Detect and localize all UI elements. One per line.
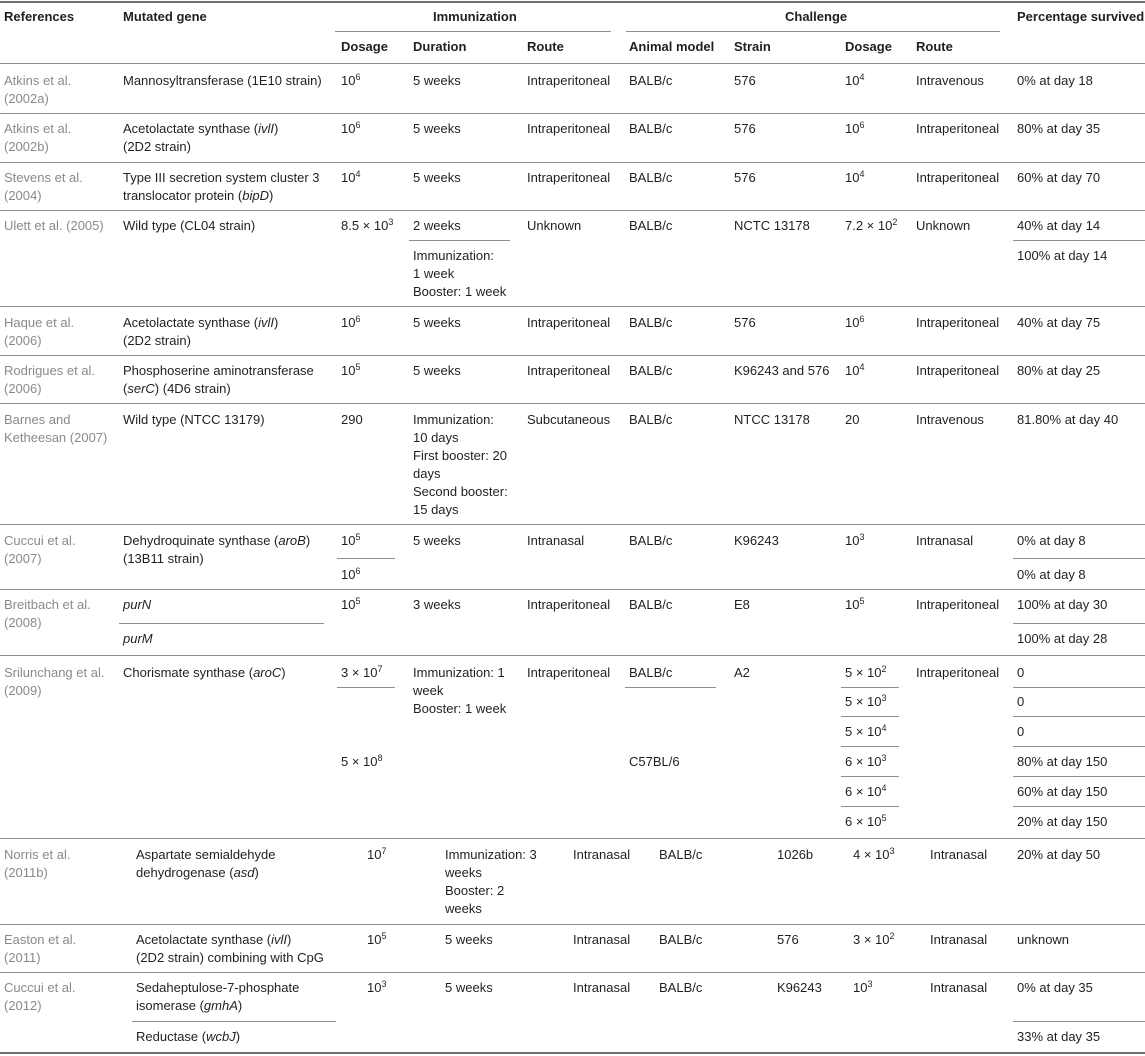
- header-animal-model: Animal model: [629, 39, 715, 54]
- challenge-dosage-cell: $4 \times 10^3$: [853, 846, 895, 862]
- reference-cell: Atkins et al. (2002b): [4, 121, 72, 154]
- challenge-group-rule: [626, 31, 1000, 32]
- immunization-route-cell: Intraperitoneal: [527, 170, 611, 185]
- duration-cell: 5 weeks: [413, 170, 461, 185]
- challenge-route-cell: Intravenous: [916, 73, 984, 88]
- animal-model-cell: BALB/c: [629, 170, 673, 185]
- sub-row-rule: [337, 687, 395, 688]
- percentage-survived-cell: 100% at day 28: [1017, 631, 1108, 646]
- percentage-survived-cell: 40% at day 14: [1017, 218, 1101, 233]
- percentage-survived-cell: 0: [1017, 665, 1025, 680]
- challenge-dosage-cell: $10^3$: [845, 532, 865, 548]
- sub-row-rule: [841, 716, 899, 717]
- strain-cell: A2: [734, 665, 750, 680]
- sub-row-rule: [1013, 1021, 1145, 1022]
- animal-model-cell: BALB/c: [629, 533, 673, 548]
- strain-cell: 1026b: [777, 847, 814, 862]
- sub-row-rule: [1013, 806, 1145, 807]
- challenge-dosage-cell: $3 \times 10^2$: [853, 931, 895, 947]
- challenge-dosage-cell: $10^4$: [845, 362, 865, 378]
- challenge-dosage-cell: $10^4$: [845, 72, 865, 88]
- challenge-dosage-cell: $6 \times 10^4$: [845, 783, 887, 799]
- percentage-survived-cell: 100% at day 30: [1017, 597, 1108, 612]
- immunization-dosage-cell: $10^5$: [341, 596, 361, 612]
- mutated-gene-cell: Acetolactate synthase (ivlI) (2D2 strain): [123, 315, 279, 348]
- immunization-route-cell: Unknown: [527, 218, 582, 233]
- immunization-dosage-cell: $10^3$: [367, 979, 387, 995]
- reference-cell: Breitbach et al. (2008): [4, 597, 91, 630]
- sub-row-rule: [132, 1021, 336, 1022]
- animal-model-cell: BALB/c: [629, 121, 673, 136]
- animal-model-cell: BALB/c: [629, 218, 673, 233]
- percentage-survived-cell: 33% at day 35: [1017, 1029, 1101, 1044]
- strain-cell: K96243 and 576: [734, 363, 830, 378]
- percentage-survived-cell: 0% at day 8: [1017, 567, 1086, 582]
- row-separator: [0, 524, 1145, 525]
- percentage-survived-cell: 40% at day 75: [1017, 315, 1101, 330]
- animal-model-cell: C57BL/6: [629, 754, 680, 769]
- challenge-dosage-cell: $5 \times 10^2$: [845, 664, 887, 680]
- row-separator: [0, 972, 1145, 973]
- challenge-dosage-cell: $10^4$: [845, 169, 865, 185]
- mutated-gene-cell: Acetolactate synthase (ivlI) (2D2 strain) combining with CpG: [136, 932, 324, 965]
- header-percentage-survived: Percentage survived: [1017, 9, 1145, 24]
- row-separator: [0, 210, 1145, 211]
- duration-cell: Immunization: 10 days First booster: 20 days Second booster: 15 days: [413, 412, 508, 517]
- header-strain: Strain: [734, 39, 771, 54]
- challenge-dosage-cell: $6 \times 10^5$: [845, 813, 887, 829]
- percentage-survived-cell: 80% at day 150: [1017, 754, 1108, 769]
- immunization-route-cell: Intraperitoneal: [527, 121, 611, 136]
- immunization-route-cell: Intraperitoneal: [527, 363, 611, 378]
- reference-cell: Cuccui et al. (2007): [4, 533, 76, 566]
- sub-row-rule: [841, 687, 899, 688]
- strain-cell: 576: [777, 932, 799, 947]
- animal-model-cell: BALB/c: [629, 597, 673, 612]
- challenge-route-cell: Intraperitoneal: [916, 121, 1000, 136]
- sub-row-rule: [119, 623, 324, 624]
- header-immunization: Immunization: [433, 9, 517, 24]
- immunization-dosage-cell: $10^6$: [341, 314, 361, 330]
- row-separator: [0, 589, 1145, 590]
- mutated-gene-cell: Mannosyltransferase (1E10 strain): [123, 73, 322, 88]
- header-bottom-rule: [0, 63, 1145, 64]
- sub-row-rule: [1013, 687, 1145, 688]
- sub-row-rule: [337, 558, 395, 559]
- animal-model-cell: BALB/c: [659, 847, 703, 862]
- row-separator: [0, 924, 1145, 925]
- sub-row-rule: [1013, 623, 1145, 624]
- strain-cell: E8: [734, 597, 750, 612]
- reference-cell: Easton et al. (2011): [4, 932, 77, 965]
- immunization-dosage-cell: 290: [341, 412, 363, 427]
- immunization-dosage-cell: $3 \times 10^7$: [341, 664, 383, 680]
- duration-cell: 5 weeks: [413, 121, 461, 136]
- immunization-dosage-cell: $10^5$: [341, 532, 361, 548]
- strain-cell: NTCC 13178: [734, 412, 810, 427]
- strain-cell: 576: [734, 121, 756, 136]
- immunization-route-cell: Intranasal: [573, 932, 631, 947]
- top-rule: [0, 1, 1145, 3]
- animal-model-cell: BALB/c: [659, 932, 703, 947]
- immunization-dosage-cell: $10^7$: [367, 846, 387, 862]
- duration-cell: Immunization: 3 weeks Booster: 2 weeks: [445, 847, 537, 916]
- challenge-route-cell: Intraperitoneal: [916, 170, 1000, 185]
- mutated-gene-cell: purN: [123, 597, 152, 612]
- challenge-dosage-cell: 20: [845, 412, 860, 427]
- reference-cell: Rodrigues et al. (2006): [4, 363, 96, 396]
- mutated-gene-cell: Chorismate synthase (aroC): [123, 665, 286, 680]
- row-separator: [0, 655, 1145, 656]
- percentage-survived-cell: 81.80% at day 40: [1017, 412, 1119, 427]
- row-separator: [0, 403, 1145, 404]
- challenge-route-cell: Unknown: [916, 218, 971, 233]
- row-separator: [0, 113, 1145, 114]
- reference-cell: Haque et al. (2006): [4, 315, 75, 348]
- immunization-dosage-cell: $10^5$: [367, 931, 387, 947]
- header-immunization-duration: Duration: [413, 39, 467, 54]
- immunization-route-cell: Subcutaneous: [527, 412, 611, 427]
- sub-row-rule: [409, 240, 510, 241]
- duration-cell: 5 weeks: [445, 932, 493, 947]
- sub-row-rule: [1013, 716, 1145, 717]
- immunization-route-cell: Intraperitoneal: [527, 73, 611, 88]
- reference-cell: Norris et al. (2011b): [4, 847, 71, 880]
- challenge-route-cell: Intranasal: [930, 980, 988, 995]
- sub-row-rule: [841, 776, 899, 777]
- animal-model-cell: BALB/c: [629, 412, 673, 427]
- reference-cell: Barnes and Ketheesan (2007): [4, 412, 108, 445]
- animal-model-cell: BALB/c: [629, 73, 673, 88]
- header-challenge: Challenge: [785, 9, 848, 24]
- mutated-gene-cell: Phosphoserine aminotransferase (serC) (4D6 strain): [123, 363, 314, 396]
- challenge-dosage-cell: $7.2 \times 10^2$: [845, 217, 898, 233]
- sub-row-rule: [1013, 240, 1145, 241]
- mutated-gene-cell: Sedaheptulose-7-phosphate isomerase (gmhA): [136, 980, 300, 1013]
- strain-cell: K96243: [777, 980, 822, 995]
- duration-cell: 5 weeks: [413, 533, 461, 548]
- animal-model-cell: BALB/c: [629, 665, 673, 680]
- immunization-group-rule: [335, 31, 611, 32]
- immunization-dosage-cell: $10^4$: [341, 169, 361, 185]
- immunization-dosage-cell: $10^6$: [341, 72, 361, 88]
- header-mutated-gene: Mutated gene: [123, 9, 207, 24]
- challenge-route-cell: Intravenous: [916, 412, 984, 427]
- immunization-dosage-cell: $10^6$: [341, 566, 361, 582]
- immunization-route-cell: Intranasal: [573, 980, 631, 995]
- duration-cell: Immunization: 1 week Booster: 1 week: [413, 665, 507, 716]
- challenge-route-cell: Intranasal: [916, 533, 974, 548]
- percentage-survived-cell: 0: [1017, 694, 1025, 709]
- challenge-dosage-cell: $10^5$: [845, 596, 865, 612]
- challenge-dosage-cell: $5 \times 10^4$: [845, 723, 887, 739]
- challenge-route-cell: Intraperitoneal: [916, 665, 1000, 680]
- reference-cell: Atkins et al. (2002a): [4, 73, 72, 106]
- percentage-survived-cell: 0: [1017, 724, 1025, 739]
- sub-row-rule: [1013, 558, 1145, 559]
- percentage-survived-cell: 60% at day 70: [1017, 170, 1101, 185]
- header-immunization-dosage: Dosage: [341, 39, 388, 54]
- immunization-dosage-cell: $10^5$: [341, 362, 361, 378]
- percentage-survived-cell: unknown: [1017, 932, 1070, 947]
- duration-cell: 5 weeks: [413, 315, 461, 330]
- strain-cell: 576: [734, 170, 756, 185]
- header-challenge-route: Route: [916, 39, 953, 54]
- challenge-route-cell: Intranasal: [930, 847, 988, 862]
- sub-row-rule: [625, 687, 716, 688]
- mutated-gene-cell: purM: [123, 631, 153, 646]
- bottom-rule: [0, 1052, 1145, 1054]
- percentage-survived-cell: 80% at day 35: [1017, 121, 1101, 136]
- duration-cell: Immunization: 1 week Booster: 1 week: [413, 248, 507, 299]
- challenge-route-cell: Intraperitoneal: [916, 363, 1000, 378]
- mutated-gene-cell: Reductase (wcbJ): [136, 1029, 241, 1044]
- percentage-survived-cell: 60% at day 150: [1017, 784, 1108, 799]
- immunization-route-cell: Intraperitoneal: [527, 665, 611, 680]
- percentage-survived-cell: 0% at day 8: [1017, 533, 1086, 548]
- reference-cell: Ulett et al. (2005): [4, 218, 104, 233]
- reference-cell: Cuccui et al. (2012): [4, 980, 76, 1013]
- duration-cell: 5 weeks: [445, 980, 493, 995]
- mutated-gene-cell: Dehydroquinate synthase (aroB) (13B11 strain): [123, 533, 311, 566]
- percentage-survived-cell: 0% at day 35: [1017, 980, 1093, 995]
- percentage-survived-cell: 20% at day 150: [1017, 814, 1108, 829]
- strain-cell: K96243: [734, 533, 779, 548]
- challenge-dosage-cell: $5 \times 10^3$: [845, 693, 887, 709]
- duration-cell: 3 weeks: [413, 597, 461, 612]
- immunization-route-cell: Intraperitoneal: [527, 315, 611, 330]
- immunization-dosage-cell: $8.5 \times 10^3$: [341, 217, 394, 233]
- challenge-dosage-cell: $10^6$: [845, 120, 865, 136]
- challenge-dosage-cell: $10^6$: [845, 314, 865, 330]
- immunization-route-cell: Intranasal: [527, 533, 585, 548]
- mutated-gene-cell: Wild type (CL04 strain): [123, 218, 256, 233]
- immunization-route-cell: Intranasal: [573, 847, 631, 862]
- reference-cell: Stevens et al. (2004): [4, 170, 83, 203]
- header-immunization-route: Route: [527, 39, 564, 54]
- challenge-dosage-cell: $10^3$: [853, 979, 873, 995]
- mutated-gene-cell: Type III secretion system cluster 3 translocator protein (bipD): [123, 170, 320, 203]
- row-separator: [0, 306, 1145, 307]
- percentage-survived-cell: 80% at day 25: [1017, 363, 1101, 378]
- percentage-survived-cell: 100% at day 14: [1017, 248, 1108, 263]
- row-separator: [0, 355, 1145, 356]
- sub-row-rule: [841, 746, 899, 747]
- duration-cell: 5 weeks: [413, 363, 461, 378]
- immunization-route-cell: Intraperitoneal: [527, 597, 611, 612]
- challenge-dosage-cell: $6 \times 10^3$: [845, 753, 887, 769]
- mutated-gene-cell: Acetolactate synthase (ivlI) (2D2 strain): [123, 121, 279, 154]
- challenge-route-cell: Intraperitoneal: [916, 597, 1000, 612]
- row-separator: [0, 162, 1145, 163]
- percentage-survived-cell: 20% at day 50: [1017, 847, 1101, 862]
- header-challenge-dosage: Dosage: [845, 39, 892, 54]
- animal-model-cell: BALB/c: [629, 363, 673, 378]
- mutated-gene-cell: Aspartate semialdehyde dehydrogenase (asd): [136, 847, 276, 880]
- challenge-route-cell: Intraperitoneal: [916, 315, 1000, 330]
- animal-model-cell: BALB/c: [659, 980, 703, 995]
- sub-row-rule: [1013, 776, 1145, 777]
- strain-cell: NCTC 13178: [734, 218, 810, 233]
- sub-row-rule: [841, 806, 899, 807]
- header-references: References: [4, 9, 75, 24]
- percentage-survived-cell: 0% at day 18: [1017, 73, 1093, 88]
- reference-cell: Srilunchang et al. (2009): [4, 665, 105, 698]
- duration-cell: 2 weeks: [413, 218, 461, 233]
- sub-row-rule: [1013, 746, 1145, 747]
- mutated-gene-cell: Wild type (NTCC 13179): [123, 412, 265, 427]
- animal-model-cell: BALB/c: [629, 315, 673, 330]
- immunization-dosage-cell: $10^6$: [341, 120, 361, 136]
- immunization-dosage-cell: $5 \times 10^8$: [341, 753, 383, 769]
- strain-cell: 576: [734, 315, 756, 330]
- row-separator: [0, 838, 1145, 839]
- duration-cell: 5 weeks: [413, 73, 461, 88]
- challenge-route-cell: Intranasal: [930, 932, 988, 947]
- strain-cell: 576: [734, 73, 756, 88]
